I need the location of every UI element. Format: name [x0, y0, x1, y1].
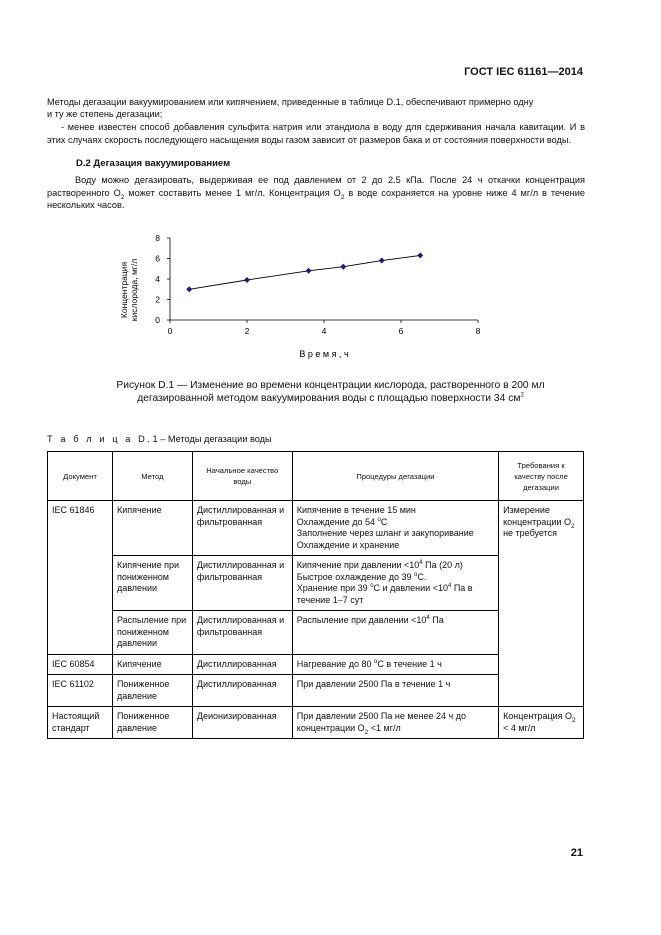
table-row [48, 675, 584, 707]
table-caption-title: – Методы дегазации воды [160, 434, 272, 444]
paragraph-sulfite: - менее известен способ добавления сульфита натрия или этандиола в воду для сдерживания начала кавитации. И в этих случаях скорость последующего насыщения воды газом зависит от размеров бака и от состояния поверхности воды. [47, 122, 585, 145]
cell-method: Кипячение [112, 501, 192, 556]
oxygen-concentration-chart [110, 228, 510, 368]
cell-procedure: Кипячение в течение 15 мин Охлаждение до 54 $^о$С Заполнение через шланг и закупоривание Охлаждение и хранение [292, 501, 498, 556]
cell-procedure: Нагревание до 80 $^о$С в течение 1 ч [292, 654, 498, 675]
table-caption [47, 434, 272, 444]
cell-procedure: Распыление при давлении $<10^4$ Па [292, 611, 498, 655]
cell-method: Кипячение при пониженном давлении [112, 556, 192, 611]
data-point [340, 264, 346, 270]
y-tick-label: 0 [155, 315, 160, 325]
cell-requirement-empty [499, 556, 584, 611]
cell-requirement-empty [499, 611, 584, 655]
table-header-row [48, 452, 584, 501]
table-row [48, 654, 584, 675]
header-requirements: Требования к качеству после дегазации [499, 452, 584, 501]
x-tick-label: 4 [321, 326, 327, 336]
table-caption-prefix: Т а б л и ц а D.1 [47, 434, 161, 444]
degassing-methods-table [47, 451, 584, 739]
y-tick-label: 8 [155, 233, 160, 243]
table-row [48, 611, 584, 655]
series-line [189, 255, 420, 289]
cell-quality: Дистиллированная и фильтрованная [192, 611, 292, 655]
paragraph-methods: Методы дегазации вакуумированием или кипячением, приведенные в таблице D.1, обеспечивают примерно одну [47, 97, 534, 107]
data-point [379, 258, 385, 264]
cell-requirement: Измерение концентрации $O_2$ не требуется [499, 501, 584, 556]
table-row [48, 707, 584, 739]
cell-quality: Деионизированная [192, 707, 292, 739]
cell-document: IEC 60854 [48, 654, 113, 675]
data-point [306, 268, 312, 274]
figure-caption-line1: Рисунок D.1 — Изменение во времени концентрации кислорода, растворенного в 200 мл [116, 380, 545, 391]
data-point [417, 252, 423, 258]
cell-quality: Дистиллированная и фильтрованная [192, 556, 292, 611]
cell-quality: Дистиллированная [192, 675, 292, 707]
x-tick-label: 6 [398, 326, 404, 336]
paragraph-methods-cont: и ту же степень дегазации; [47, 109, 163, 119]
cell-method: Распыление при пониженном давлении [112, 611, 192, 655]
cell-quality: Дистиллированная [192, 654, 292, 675]
cell-document-empty [48, 611, 113, 655]
x-tick-label: 0 [167, 326, 173, 336]
header-document: Документ [48, 452, 113, 501]
document-id: ГОСТ IEC 61161—2014 [464, 66, 583, 78]
x-axis-label: В р е м я , ч [299, 349, 349, 359]
page-number: 21 [570, 847, 583, 859]
cell-method: Кипячение [112, 654, 192, 675]
cell-document: IEC 61102 [48, 675, 113, 707]
cell-requirement: Концентрация $O_2 < 4$ мг/л [499, 707, 584, 739]
header-procedures: Процедуры дегазации [292, 452, 498, 501]
x-tick-label: 2 [244, 326, 250, 336]
y-axis-label-line2: кислорода, мг/л [129, 258, 139, 322]
data-point [244, 277, 250, 283]
cell-requirement-empty [499, 654, 584, 675]
paragraph-vacuum: Воду можно дегазировать, выдерживая ее под давлением от 2 до 2.5 кПа. После 24 ч откачки концентрация растворенного $O_2$ может составить менее 1 мг/л. Концентрация $O_2$ в воде сохраняется на уровне ниже 4 мг/л в течение нескольких часов. [47, 175, 585, 210]
figure-caption-line2: дегазированной методом вакуумирования воды с площадью поверхности 34 $см^2$ [137, 392, 524, 404]
y-tick-label: 4 [155, 274, 160, 284]
table-row [48, 501, 584, 556]
y-tick-label: 2 [155, 294, 160, 305]
y-axis-label-line1: Концентрация [119, 261, 129, 319]
data-point [186, 286, 192, 292]
x-tick-label: 8 [475, 326, 481, 336]
cell-document: IEC 61846 [48, 501, 113, 556]
table-row [48, 556, 584, 611]
y-tick-label: 6 [155, 253, 160, 264]
cell-document-empty [48, 556, 113, 611]
cell-method: Пониженное давление [112, 675, 192, 707]
header-method: Метод [112, 452, 192, 501]
cell-quality: Дистиллированная и фильтрованная [192, 501, 292, 556]
cell-procedure: Кипячение при давлении $<10^4$ Па (20 л) Быстрое охлаждение до 39 $^о$С. Хранение при 39 $^о$С и давлении $<10^4$ Па в течение 1–7 сут [292, 556, 498, 611]
cell-requirement-empty [499, 675, 584, 707]
cell-document: Настоящий стандарт [48, 707, 113, 739]
section-title: D.2 Дегазация вакуумированием [76, 158, 231, 169]
header-initial-quality: Начальное качество воды [192, 452, 292, 501]
cell-method: Пониженное давление [112, 707, 192, 739]
cell-procedure: При давлении 2500 Па в течение 1 ч [292, 675, 498, 707]
figure-caption [47, 379, 614, 405]
cell-procedure: При давлении 2500 Па не менее 24 ч до концентрации $O_2 <1$ мг/л [292, 707, 498, 739]
